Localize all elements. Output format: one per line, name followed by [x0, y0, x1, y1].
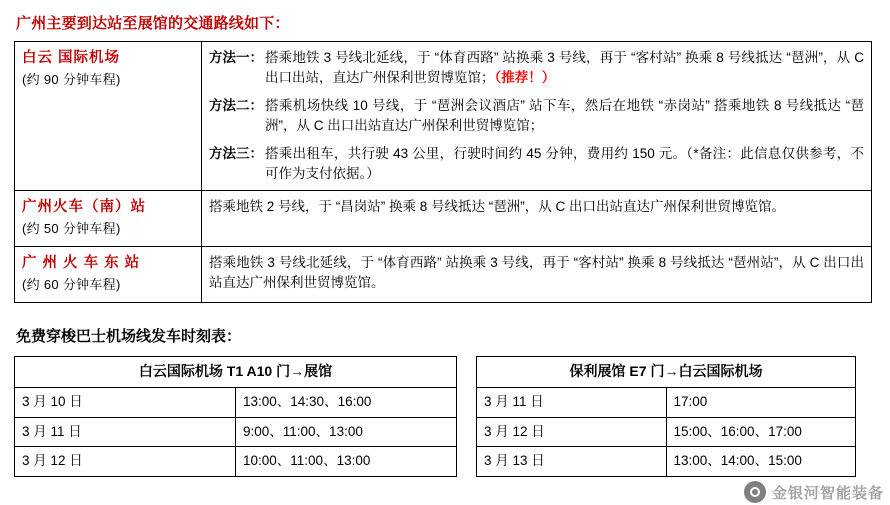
- schedule-date: 3 月 13 日: [477, 447, 667, 477]
- method-text: 搭乘出租车，共行驶 43 公里，行驶时间约 45 分钟，费用约 150 元。（*备注：此信息仅供参考，不可作为支付依据。）: [265, 146, 864, 181]
- table-row: [15, 387, 457, 417]
- schedule-times: 15:00、16:00、17:00: [666, 417, 856, 447]
- schedule-section-title: 免费穿梭巴士机场线发车时刻表：: [16, 328, 242, 346]
- schedule-times: 17:00: [666, 387, 856, 417]
- table-row: [15, 247, 872, 303]
- table-header-row: [477, 357, 856, 388]
- method-block: [209, 48, 864, 87]
- schedule-right-header: 保利展馆 E7 门→白云国际机场: [477, 357, 856, 388]
- method-label: 方法三：: [209, 146, 263, 162]
- route-detail-cell: [202, 191, 872, 247]
- table-row: [15, 417, 457, 447]
- method-text: 搭乘机场快线 10 号线，于 “琶洲会议酒店” 站下车，然后在地铁 “赤岗站” 搭乘地铁 8 号线抵达 “琶洲”，从 C 出口出站直达广州保利世贸博览馆；: [265, 98, 864, 133]
- company-logo-icon: [744, 481, 766, 503]
- schedule-date: 3 月 11 日: [15, 417, 236, 447]
- origin-note: (约 50 分钟车程): [22, 221, 121, 237]
- origin-cell: [15, 42, 202, 191]
- transport-section-title: 广州主要到达站至展馆的交通路线如下：: [16, 15, 290, 32]
- transport-routes-table: [14, 41, 872, 303]
- watermark: [744, 481, 884, 503]
- schedule-times: 9:00、11:00、13:00: [236, 417, 457, 447]
- schedule-left-header: 白云国际机场 T1 A10 门→展馆: [15, 357, 457, 388]
- schedule-times: 13:00、14:00、15:00: [666, 447, 856, 477]
- table-row: [15, 191, 872, 247]
- origin-cell: [15, 191, 202, 247]
- table-row: [477, 417, 856, 447]
- origin-note: (约 60 分钟车程): [22, 277, 121, 293]
- table-row: [477, 387, 856, 417]
- schedule-date: 3 月 12 日: [477, 417, 667, 447]
- schedule-tables-row: [14, 356, 876, 477]
- watermark-label: 金银河智能装备: [771, 484, 884, 502]
- route-text: 搭乘地铁 3 号线北延线，于 “体育西路” 站换乘 3 号线，再于 “客村站” 换乘 8 号线抵达 “琶州站”，从 C 出口出站直达广州保利世贸博览馆。: [209, 255, 864, 290]
- schedule-times: 13:00、14:30、16:00: [236, 387, 457, 417]
- method-text-body: 搭乘地铁 3 号线北延线，于 “体育西路” 站换乘 3 号线，再于 “客村站” 换乘 8 号线抵达 “琶洲”，从 C 出口出站，直达广州保利世贸博览馆；: [265, 50, 864, 85]
- origin-name: 广州火车（南）站: [22, 199, 146, 216]
- table-row: [15, 447, 457, 477]
- method-label: 方法二：: [209, 98, 263, 114]
- origin-name: 广 州 火 车 东 站: [22, 255, 141, 272]
- schedule-left-wrap: [14, 356, 476, 477]
- route-detail-cell: [202, 247, 872, 303]
- origin-name: 白云 国际机场: [22, 50, 121, 66]
- schedule-date: 3 月 11 日: [477, 387, 667, 417]
- table-row: [477, 447, 856, 477]
- table-row: [15, 42, 872, 191]
- origin-cell: [15, 247, 202, 303]
- route-detail-cell: [202, 42, 872, 191]
- recommend-badge: （推荐！）: [494, 69, 556, 85]
- method-text: [265, 48, 864, 87]
- method-label: 方法一：: [209, 50, 263, 65]
- method-block: [209, 96, 864, 135]
- schedule-date: 3 月 10 日: [15, 387, 236, 417]
- route-text: 搭乘地铁 2 号线，于 “昌岗站” 换乘 8 号线抵达 “琶洲”，从 C 出口出站直达广州保利世贸博览馆。: [209, 199, 786, 215]
- schedule-times: 10:00、11:00、13:00: [236, 447, 457, 477]
- method-block: [209, 144, 864, 183]
- schedule-table-to-airport: [476, 356, 856, 477]
- schedule-table-to-venue: [14, 356, 457, 477]
- schedule-date: 3 月 12 日: [15, 447, 236, 477]
- origin-note: (约 90 分钟车程): [22, 72, 121, 88]
- schedule-right-wrap: [476, 356, 872, 477]
- table-header-row: [15, 357, 457, 388]
